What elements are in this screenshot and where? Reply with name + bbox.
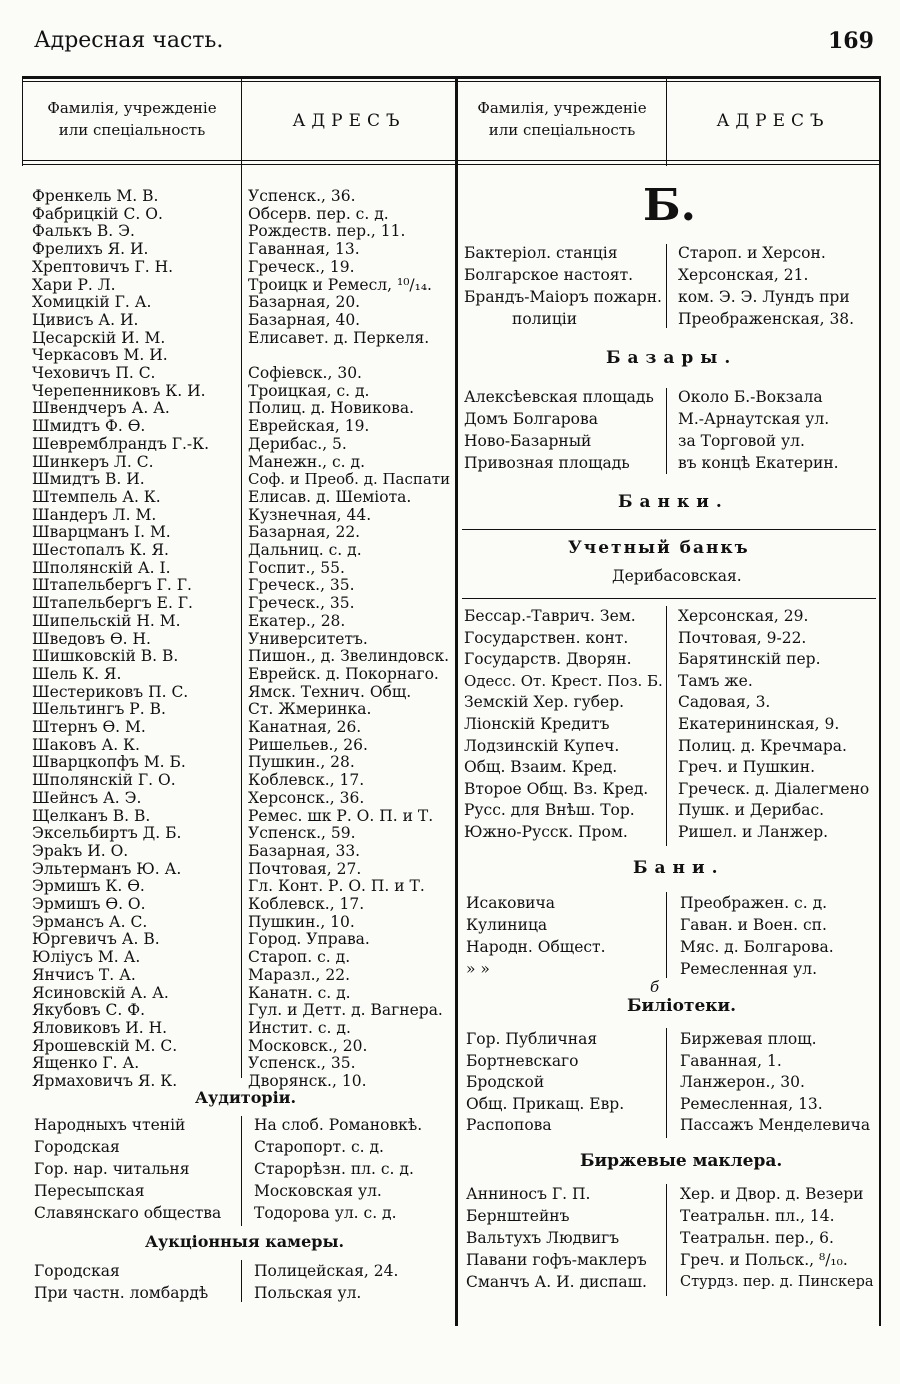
library-address: Ланжерон., 30. [680, 1073, 805, 1091]
person-address: Успенск., 59. [248, 824, 356, 843]
broker-name: Павани гофъ-маклеръ [466, 1251, 647, 1269]
person-address: Елисав. д. Шеміота. [248, 487, 412, 506]
baths-divider [666, 892, 667, 978]
bank-address: Полиц. д. Кречмара. [678, 736, 847, 755]
person-address: Госпит., 55. [248, 558, 345, 577]
library-name: Распопова [466, 1116, 552, 1134]
auditorium-address: На слоб. Романовкѣ. [254, 1116, 423, 1134]
person-address: Ямск. Технич. Общ. [248, 682, 412, 701]
person-address: Маразл., 22. [248, 965, 351, 984]
broker-address: Хер. и Двор. д. Везери [680, 1185, 864, 1203]
person-name: Юргевичъ А. В. [32, 930, 160, 949]
person-address: Пушкин., 10. [248, 912, 355, 931]
bath-name: Кулиница [466, 916, 548, 934]
auditorium-name: Славянскаго общества [34, 1204, 222, 1222]
library-name: Общ. Прикащ. Евр. [466, 1094, 625, 1113]
person-name: Шварцманъ І. М. [32, 523, 171, 542]
person-name: Шестериковъ П. С. [32, 682, 189, 701]
broker-name: Анниносъ Г. П. [466, 1185, 591, 1203]
bank-name: Второе Общ. Вз. Кред. [464, 779, 649, 798]
person-name: Фрелихъ Я. И. [32, 240, 149, 259]
person-name: Швендчеръ А. А. [32, 399, 170, 418]
auditorium-name: Гор. нар. читальня [34, 1160, 190, 1178]
library-address: Ремесленная, 13. [680, 1094, 823, 1113]
bazaars-divider [666, 388, 667, 474]
person-address: Успенск., 36. [248, 187, 356, 205]
person-name: Шестопалъ К. Я. [32, 541, 169, 559]
library-name: Бортневскаго [466, 1051, 579, 1070]
person-address: Ришельев., 26. [248, 735, 368, 754]
auditorium-name: Городская [34, 1138, 120, 1156]
bank-address: Тамъ же. [678, 671, 753, 690]
person-name: Чеховичъ П. С. [32, 364, 156, 382]
left-address-header: АДРЕСЪ [292, 111, 406, 131]
bank-address: Пушк. и Дерибас. [678, 801, 825, 820]
person-address: Ст. Жмеринка. [248, 700, 372, 719]
person-name: Эрмансъ А. С. [32, 912, 148, 931]
auditorium-address: Тодорова ул. с. д. [254, 1204, 397, 1222]
bazaar-name: Привозная площадь [464, 454, 630, 472]
person-name: Хомицкій Г. А. [32, 293, 152, 312]
auditorium-name: Пересыпская [34, 1182, 145, 1200]
left-name-header [26, 97, 238, 141]
left-name-header-line-1: Фамилія, учрежденіе [47, 99, 217, 117]
left-column-divider [241, 76, 242, 1078]
auditoria-title: Аудиторіи. [195, 1088, 297, 1107]
person-name: Шмидтъ В. И. [32, 470, 145, 489]
auditorium-address: Московская ул. [254, 1182, 382, 1200]
broker-name: Вальтухъ Людвигъ [466, 1229, 620, 1247]
auction-title: Аукціонныя камеры. [145, 1232, 345, 1251]
section-letter-b: Б. [643, 180, 696, 231]
person-name: Ярмаховичъ Я. К. [32, 1072, 178, 1090]
right-column-divider [666, 76, 667, 166]
person-address: Коблевск., 17. [248, 771, 365, 790]
bank-address: Почтовая, 9-22. [678, 628, 807, 647]
bath-name: Народн. Общест. [466, 938, 606, 956]
person-address: Канатн. с. д. [248, 983, 351, 1002]
institution-address: Херсонская, 21. [678, 266, 809, 284]
person-name: Штапельбергъ Г. Г. [32, 576, 192, 595]
person-name: Цесарскій И. М. [32, 328, 166, 347]
broker-name: Сманчъ А. И. диспаш. [466, 1273, 647, 1291]
bath-name: » » [466, 960, 490, 978]
auction-name: При частн. ломбардѣ [34, 1284, 209, 1302]
person-address: Греческ., 35. [248, 594, 355, 613]
libraries-divider [666, 1028, 667, 1138]
libraries-title: Биліотеки. [627, 996, 737, 1016]
person-name: Шведовъ Ѳ. Н. [32, 629, 151, 648]
person-name: Эрмишъ К. Ѳ. [32, 877, 145, 896]
person-name: Шполянскій Г. О. [32, 771, 176, 790]
person-name: Штернъ Ѳ. М. [32, 718, 146, 736]
person-address: Греческ., 19. [248, 257, 355, 276]
bazaar-address: М.-Арнаутская ул. [678, 410, 830, 428]
person-name: Янчисъ Т. А. [32, 965, 136, 984]
person-name: Шварцкопфъ М. Б. [32, 753, 186, 772]
person-address: Троицк и Ремесл, ¹⁰/₁₄. [248, 275, 432, 294]
bank-address: Барятинскій пер. [678, 650, 821, 669]
banks-rule [462, 529, 876, 530]
person-name: Шельтингъ Р. В. [32, 700, 166, 719]
person-name: Эрмишъ Ѳ. О. [32, 895, 146, 913]
person-name: Шипельскій Н. М. [32, 611, 181, 630]
page-number: 169 [828, 28, 874, 54]
person-address: Базарная, 33. [248, 841, 361, 860]
bank-address: Садовая, 3. [678, 693, 771, 712]
library-address: Гаванная, 1. [680, 1051, 782, 1070]
brokers-title: Биржевые маклера. [580, 1151, 783, 1171]
library-name: Бродской [466, 1073, 545, 1091]
library-address: Биржевая площ. [680, 1030, 817, 1048]
person-address: Базарная, 20. [248, 293, 361, 312]
auction-address: Полицейская, 24. [254, 1262, 399, 1280]
broker-address: Стурдз. пер. д. Пинскера [680, 1274, 874, 1290]
institution-name: Бактеріол. станція [464, 244, 618, 262]
bank-address: Греч. и Пушкин. [678, 758, 816, 777]
center-divider [455, 76, 458, 1326]
person-address: Дальниц. с. д. [248, 541, 362, 559]
auditorium-name: Народныхъ чтеній [34, 1116, 186, 1134]
person-name: Щелканъ В. В. [32, 806, 151, 825]
auction-address: Польская ул. [254, 1284, 362, 1302]
person-name: Шейнсъ А. Э. [32, 788, 142, 807]
person-address: Канатная, 26. [248, 718, 362, 736]
left-name-header-line-2: или спеціальность [58, 121, 206, 139]
person-address: Успенск., 35. [248, 1054, 356, 1073]
person-address: Елисавет. д. Перкеля. [248, 328, 430, 347]
person-name: Фалькъ В. Э. [32, 222, 135, 241]
person-address: Софіевск., 30. [248, 364, 362, 382]
bank-name: Русс. для Внѣш. Тор. [464, 801, 635, 820]
person-address: Ремес. шк Р. О. П. и Т. [248, 806, 434, 825]
person-address: Гул. и Детт. д. Вагнера. [248, 1001, 443, 1020]
right-border [879, 76, 881, 1326]
library-address: Пассажъ Менделевича [680, 1116, 871, 1134]
broker-name: Бернштейнъ [466, 1207, 570, 1225]
person-name: Черепенниковъ К. И. [32, 381, 206, 400]
right-name-header [460, 97, 664, 141]
header-rule-double [22, 164, 880, 165]
auditorium-address: Старорѣзн. пл. с. д. [254, 1160, 414, 1178]
bazaar-name: Алексѣевская площадь [464, 388, 654, 406]
person-name: Шель К. Я. [32, 664, 122, 683]
right-address-header: АДРЕСЪ [716, 111, 830, 131]
person-name: Штемпель А. К. [32, 487, 161, 506]
bank-name: Южно-Русск. Пром. [464, 823, 628, 841]
person-address: Пишон., д. Звелиндовск. [248, 647, 450, 666]
auction-divider [241, 1260, 242, 1302]
header-rule [22, 160, 880, 161]
left-border [22, 76, 23, 166]
person-address: Пушкин., 28. [248, 753, 355, 772]
brokers-divider [666, 1184, 667, 1296]
misc-divider [666, 244, 667, 328]
person-name: Юліусъ М. А. [32, 948, 141, 967]
person-address: Кузнечная, 44. [248, 505, 372, 524]
institution-address: ком. Э. Э. Лундъ при [678, 288, 850, 306]
person-name: Цивисъ А. И. [32, 310, 139, 329]
person-name: Шинкеръ Л. С. [32, 452, 154, 471]
person-name: Эксельбиртъ Д. Б. [32, 824, 182, 843]
broker-address: Театральн. пер., 6. [680, 1229, 834, 1247]
libraries-mark: б [650, 978, 660, 996]
running-header: Адресная часть. [34, 28, 224, 53]
broker-address: Греч. и Польск., ⁸/₁₀. [680, 1251, 848, 1269]
person-address: Город. Управа. [248, 930, 370, 949]
bath-address: Преображен. с. д. [680, 894, 828, 912]
person-address: Херсонск., 36. [248, 788, 365, 807]
person-name: Ященко Г. А. [32, 1054, 140, 1073]
institution-name: Брандъ-Маіоръ пожарн. [464, 288, 662, 306]
person-address: Дворянск., 10. [248, 1072, 367, 1090]
bank-address: Греческ. д. Діалегмено [678, 779, 870, 798]
person-name: Шаковъ А. К. [32, 735, 140, 754]
top-rule [22, 76, 880, 79]
institution-address: Староп. и Херсон. [678, 244, 826, 262]
bank-address: Херсонская, 29. [678, 607, 809, 625]
banks-title: Банки. [618, 492, 729, 512]
top-rule-thin [22, 81, 880, 82]
bank-name: Государствен. конт. [464, 628, 629, 647]
baths-title: Бани. [633, 858, 725, 878]
person-address: Московск., 20. [248, 1036, 368, 1055]
auction-name: Городская [34, 1262, 120, 1280]
person-name: Ярошевскій М. С. [32, 1036, 178, 1055]
person-name: Хрептовичъ Г. Н. [32, 257, 174, 276]
person-address: Гаванная, 13. [248, 240, 360, 259]
institution-address: Преображенская, 38. [678, 310, 855, 328]
person-name: Шишковскій В. В. [32, 647, 179, 666]
person-name: Штапельбергъ Е. Г. [32, 594, 193, 613]
bath-address: Гаван. и Воен. сп. [680, 916, 827, 934]
person-address: Еврейская, 19. [248, 417, 370, 436]
bank-name: Земскій Хер. губер. [464, 693, 625, 712]
bazaar-name: Ново-Базарный [464, 432, 592, 450]
auditoria-divider [241, 1116, 242, 1226]
uchetny-rule [462, 598, 876, 599]
banks-divider [666, 606, 667, 846]
person-address: Базарная, 40. [248, 310, 361, 329]
person-address: Еврейск. д. Покорнаго. [248, 664, 439, 683]
person-name: Шполянскій А. І. [32, 558, 171, 577]
person-name: Шмидтъ Ф. Ѳ. [32, 417, 146, 436]
person-address: Троицкая, с. д. [248, 381, 370, 400]
person-name: Ясиновскій А. А. [32, 983, 169, 1002]
person-address: Староп. с. д. [248, 948, 351, 967]
bazaars-title: Базары. [606, 348, 738, 368]
bazaar-name: Домъ Болгарова [464, 410, 598, 428]
person-name: Эльтерманъ Ю. А. [32, 859, 182, 878]
person-address: Коблевск., 17. [248, 895, 365, 913]
bank-name: Ліонскій Кредитъ [464, 715, 610, 733]
bank-name: Бессар.-Таврич. Зем. [464, 607, 636, 625]
uchetny-address: Дерибасовская. [612, 567, 742, 585]
person-address: Манежн., с. д. [248, 452, 365, 471]
bank-name: Государств. Дворян. [464, 650, 632, 669]
person-address: Соф. и Преоб. д. Паспати [248, 470, 451, 489]
institution-name: полиціи [512, 310, 578, 328]
person-name: Черкасовъ М. И. [32, 346, 168, 365]
auditorium-address: Старопорт. с. д. [254, 1138, 384, 1156]
person-address: Рождеств. пер., 11. [248, 222, 406, 241]
bath-address: Мяс. д. Болгарова. [680, 938, 834, 956]
bank-name: Лодзинскій Купеч. [464, 736, 620, 755]
right-name-header-line-2: или спеціальность [488, 121, 636, 139]
bath-address: Ремесленная ул. [680, 960, 818, 978]
person-address: Дерибас., 5. [248, 434, 347, 453]
bank-name: Общ. Взаим. Кред. [464, 758, 618, 777]
person-address: Инстит. с. д. [248, 1018, 351, 1037]
institution-name: Болгарское настоят. [464, 266, 634, 284]
person-name: Хари Р. Л. [32, 275, 116, 294]
broker-address: Театральн. пл., 14. [680, 1207, 835, 1225]
person-name: Фабрицкій С. О. [32, 204, 163, 223]
right-name-header-line-1: Фамилія, учрежденіе [477, 99, 647, 117]
bank-address: Ришел. и Ланжер. [678, 823, 829, 841]
library-name: Гор. Публичная [466, 1030, 598, 1048]
uchetny-title: Учетный банкъ [568, 538, 750, 558]
person-name: Якубовъ С. Ф. [32, 1001, 146, 1020]
person-address: Екатер., 28. [248, 611, 346, 630]
bank-name: Одесс. От. Крест. Поз. Б. [464, 671, 663, 690]
person-name: Эраkъ И. О. [32, 841, 129, 860]
person-address: Полиц. д. Новикова. [248, 399, 415, 418]
bank-address: Екатерининская, 9. [678, 715, 840, 733]
person-address: Гл. Конт. Р. О. П. и Т. [248, 877, 425, 896]
person-address: Базарная, 22. [248, 523, 361, 542]
bazaar-address: Около Б.-Вокзала [678, 388, 823, 406]
person-address: Университетъ. [248, 629, 368, 648]
bazaar-address: за Торговой ул. [678, 432, 805, 450]
bath-name: Исаковича [466, 894, 556, 912]
person-name: Френкель М. В. [32, 187, 159, 205]
bazaar-address: въ концѣ Екатерин. [678, 454, 839, 472]
person-address: Почтовая, 27. [248, 859, 362, 878]
person-name: Яловиковъ И. Н. [32, 1018, 168, 1037]
person-name: Шандеръ Л. М. [32, 505, 157, 524]
person-address: Греческ., 35. [248, 576, 355, 595]
person-address: Обсерв. пер. с. д. [248, 204, 389, 223]
person-name: Шевремблрандъ Г.-К. [32, 434, 210, 453]
